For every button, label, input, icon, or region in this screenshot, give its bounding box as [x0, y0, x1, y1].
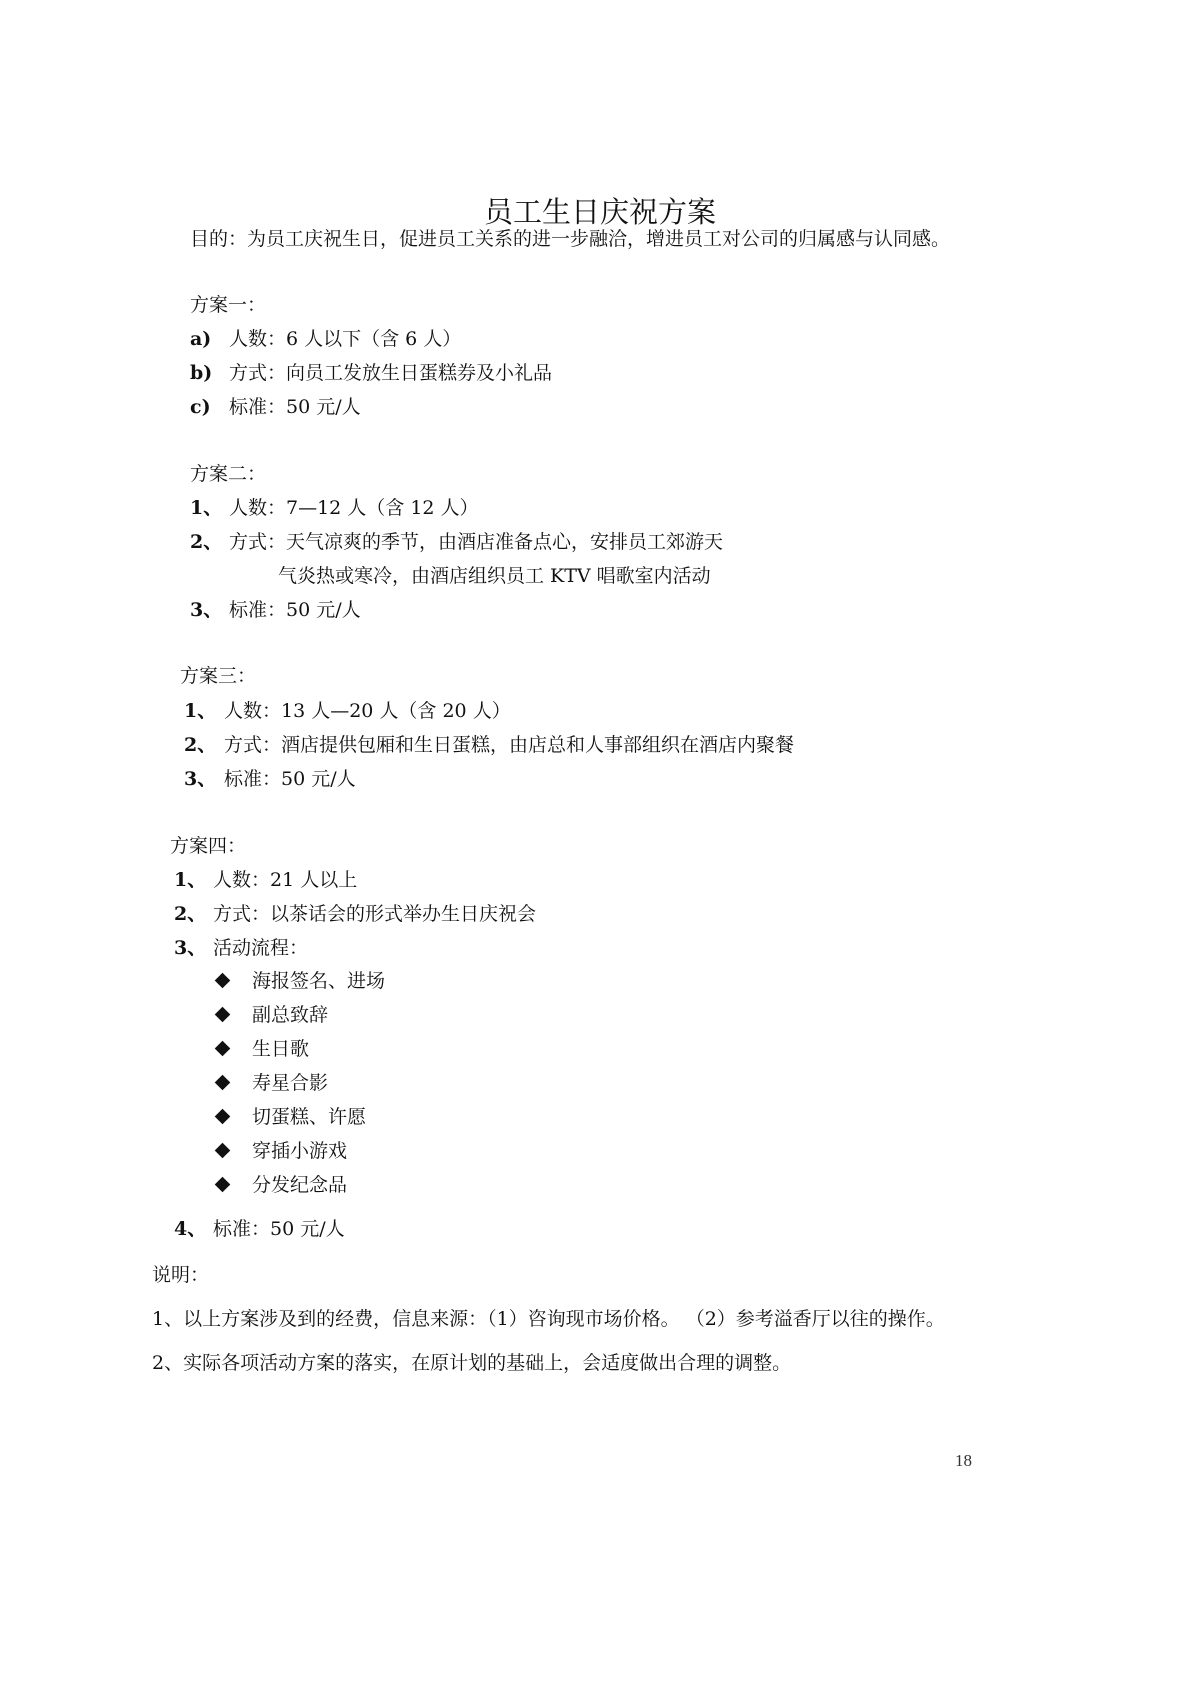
notes-heading: 说明：: [152, 1264, 210, 1286]
plan2-item-marker: 1、: [190, 497, 223, 519]
diamond-bullet-icon: [215, 1041, 231, 1057]
diamond-bullet-icon: [215, 973, 231, 989]
plan3-item-marker: 2、: [184, 734, 217, 756]
page-number: 18: [955, 1451, 972, 1470]
plan1-item-text: 人数：6 人以下（含 6 人）: [229, 328, 462, 350]
flow-step: 寿星合影: [252, 1072, 329, 1094]
flow-step: 穿插小游戏: [252, 1140, 348, 1162]
plan1-item-text: 方式：向员工发放生日蛋糕券及小礼品: [229, 362, 553, 384]
plan4-item-text: 标准：50 元/人: [213, 1218, 345, 1240]
diamond-bullet-icon: [215, 1075, 231, 1091]
plan1-item-marker: b): [190, 362, 213, 384]
flow-step: 分发纪念品: [252, 1174, 348, 1196]
plan4-item-marker: 4、: [174, 1218, 207, 1240]
note-item: 2、实际各项活动方案的落实，在原计划的基础上，会适度做出合理的调整。: [152, 1352, 792, 1374]
plan3-item-marker: 1、: [184, 700, 217, 722]
diamond-bullet-icon: [215, 1109, 231, 1125]
plan4-heading: 方案四：: [170, 835, 247, 857]
plan4-item-text: 活动流程：: [213, 937, 309, 959]
plan4-item-text: 人数：21 人以上: [213, 869, 358, 891]
plan2-heading: 方案二：: [190, 463, 267, 485]
plan2-item-text: 标准：50 元/人: [229, 599, 361, 621]
purpose-statement: 目的：为员工庆祝生日，促进员工关系的进一步融洽，增进员工对公司的归属感与认同感。: [190, 228, 951, 250]
plan4-item-text: 方式：以茶话会的形式举办生日庆祝会: [213, 903, 537, 925]
plan2-item-marker: 2、: [190, 531, 223, 553]
plan3-item-marker: 3、: [184, 768, 217, 790]
document-title: 员工生日庆祝方案: [483, 195, 716, 229]
plan2-item-text: 方式：天气凉爽的季节，由酒店准备点心，安排员工郊游天: [229, 531, 724, 553]
diamond-bullet-icon: [215, 1177, 231, 1193]
plan3-item-text: 人数：13 人—20 人（含 20 人）: [224, 700, 511, 722]
plan1-heading: 方案一：: [190, 294, 267, 316]
flow-step: 海报签名、进场: [252, 970, 386, 992]
flow-step: 副总致辞: [252, 1004, 329, 1026]
plan1-item-text: 标准：50 元/人: [229, 396, 361, 418]
note-item: 1、以上方案涉及到的经费，信息来源：（1）咨询现市场价格。 （2）参考溢香厅以往的操作。: [152, 1308, 945, 1330]
plan1-item-marker: c): [190, 396, 211, 418]
diamond-bullet-icon: [215, 1007, 231, 1023]
plan4-item-marker: 3、: [174, 937, 207, 959]
plan2-item-continuation: 气炎热或寒冷，由酒店组织员工 KTV 唱歌室内活动: [278, 565, 711, 587]
plan3-heading: 方案三：: [180, 665, 257, 687]
flow-step: 切蛋糕、许愿: [252, 1106, 367, 1128]
plan2-item-marker: 3、: [190, 599, 223, 621]
diamond-bullet-icon: [215, 1143, 231, 1159]
flow-step: 生日歌: [252, 1038, 310, 1060]
plan1-item-marker: a): [190, 328, 212, 350]
plan2-item-text: 人数：7—12 人（含 12 人）: [229, 497, 479, 519]
plan3-item-text: 标准：50 元/人: [224, 768, 356, 790]
plan4-item-marker: 2、: [174, 903, 207, 925]
plan3-item-text: 方式：酒店提供包厢和生日蛋糕，由店总和人事部组织在酒店内聚餐: [224, 734, 795, 756]
plan4-item-marker: 1、: [174, 869, 207, 891]
